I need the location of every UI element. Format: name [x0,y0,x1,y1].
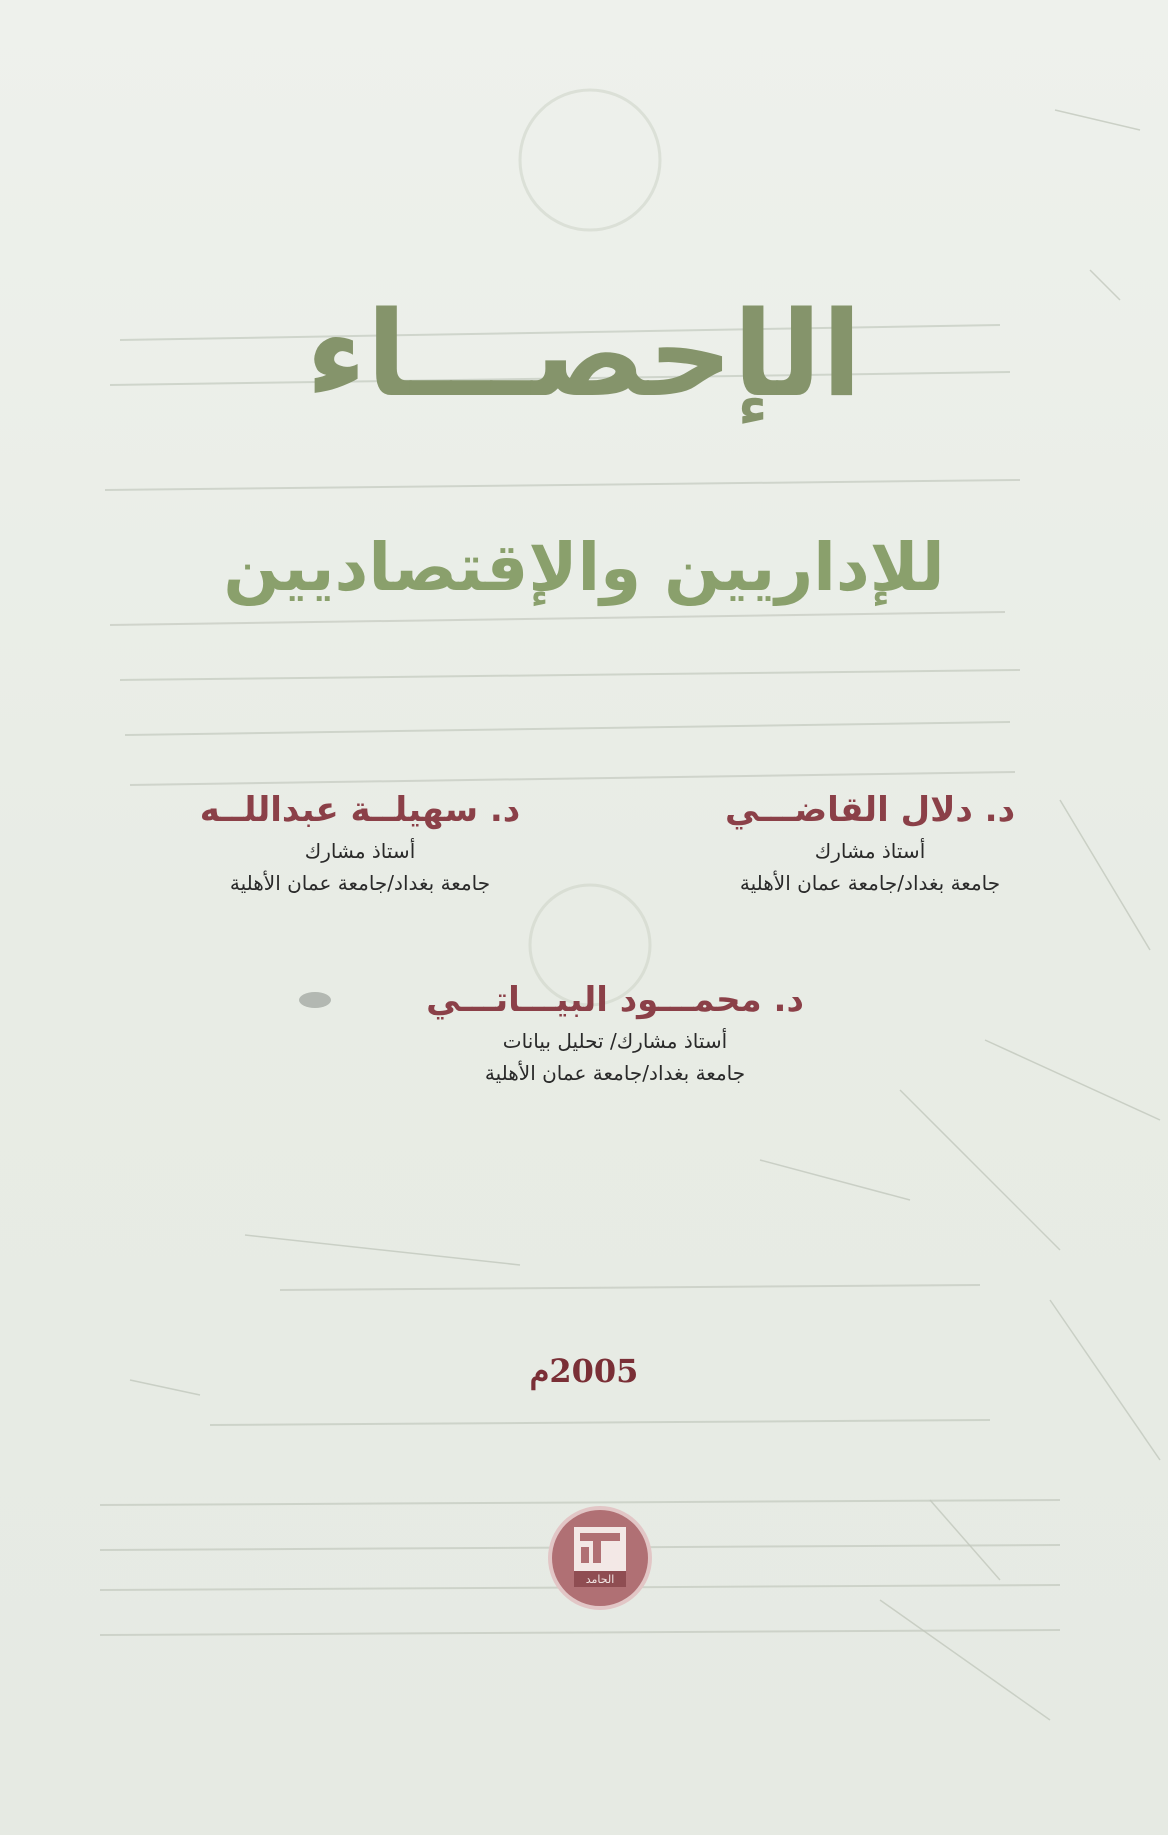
author-affiliation: جامعة بغداد/جامعة عمان الأهلية [739,870,1001,895]
author-block [405,980,825,1089]
author-affiliation: جامعة بغداد/جامعة عمان الأهلية [229,870,491,895]
publication-year: 2005م [529,1352,639,1390]
book-title: الإحصـــاء [305,285,862,423]
publisher-logo-label: الحامد [585,1573,615,1586]
author-position: أستاذ مشارك/ تحليل بيانات [502,1028,728,1053]
author-block [170,790,550,899]
author-name: د. محمـــود البيـــاتـــي [426,980,804,1020]
author-position: أستاذ مشارك [814,838,926,863]
author-affiliation: جامعة بغداد/جامعة عمان الأهلية [484,1060,746,1085]
book-subtitle: للإداريين والإقتصاديين [223,529,945,606]
author-block [690,790,1050,899]
author-name: د. دلال القاضـــي [724,790,1016,830]
author-name: د. سهيلــة عبداللــه [199,790,521,830]
publisher-logo-icon [547,1505,653,1611]
author-position: أستاذ مشارك [304,838,416,863]
